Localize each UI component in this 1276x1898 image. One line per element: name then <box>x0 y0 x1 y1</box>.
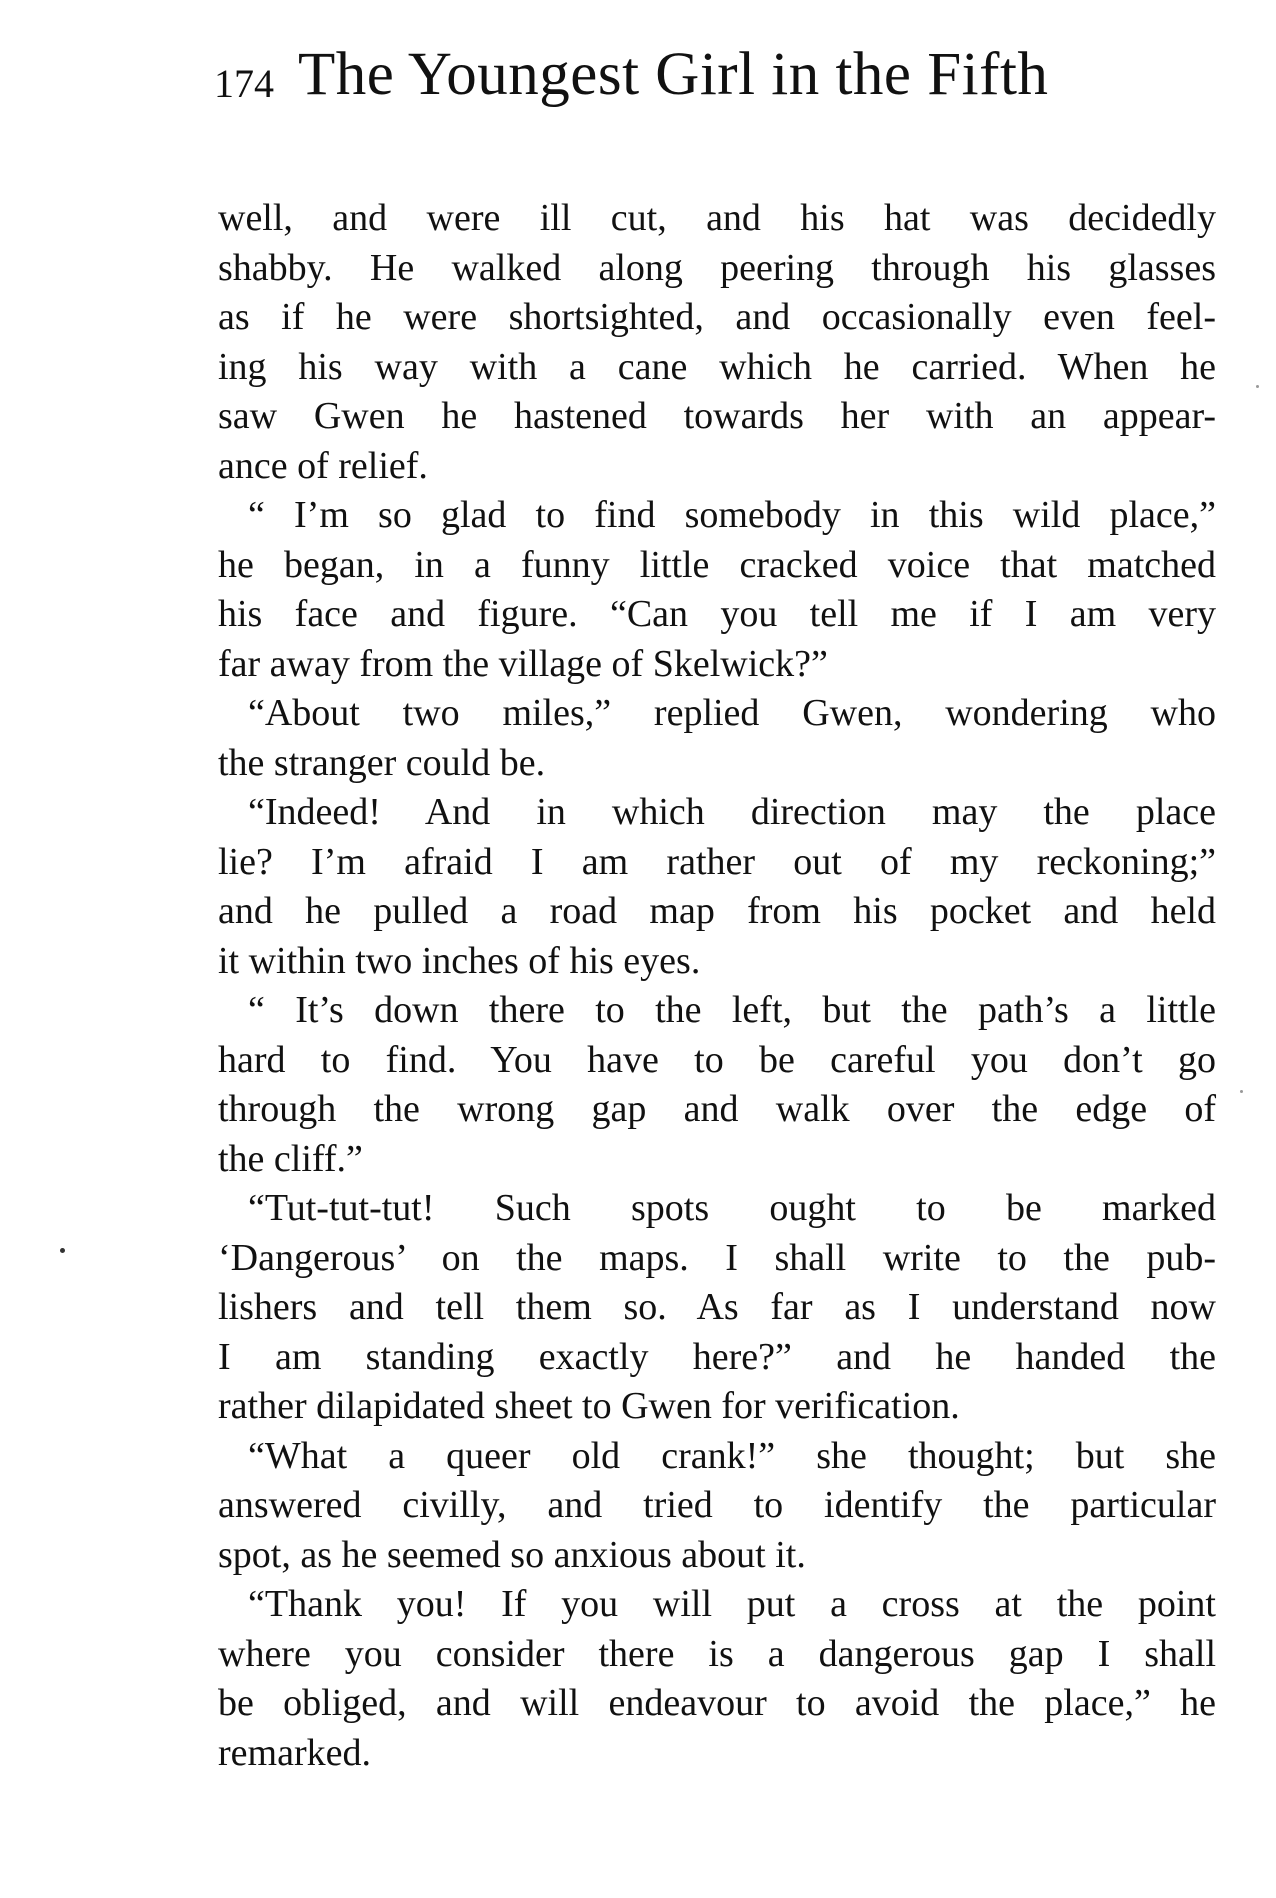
text-line: saw Gwen he hastened towards her with an appear- <box>218 395 1216 437</box>
text-line: lie? I’m afraid I am rather out of my reckoning;” <box>218 840 1216 883</box>
text-line: as if he were shortsighted, and occasionally even feel- <box>218 296 1216 338</box>
text-line: “ It’s down there to the left, but the path’s a little <box>248 989 1216 1031</box>
text-line: it within two inches of his eyes. <box>218 939 701 982</box>
text-line: “Indeed! And in which direction may the place <box>248 791 1216 833</box>
text-line: through the wrong gap and walk over the edge of <box>218 1088 1216 1130</box>
text-line: “Tut-tut-tut! Such spots ought to be marked <box>248 1187 1216 1229</box>
text-line: I am standing exactly here?” and he handed the <box>218 1335 1216 1378</box>
text-line: “ I’m so glad to find somebody in this wild place,” <box>248 494 1216 536</box>
text-line: shabby. He walked along peering through his glasses <box>218 246 1216 289</box>
paragraph <box>218 491 1216 689</box>
text-line: “About two miles,” replied Gwen, wondering who <box>248 692 1216 734</box>
text-line: far away from the village of Skelwick?” <box>218 642 828 685</box>
text-line: “Thank you! If you will put a cross at the point <box>248 1583 1216 1625</box>
text-line: and he pulled a road map from his pocket and held <box>218 890 1216 932</box>
paragraph <box>218 1184 1216 1432</box>
paragraph <box>218 194 1216 491</box>
text-line: spot, as he seemed so anxious about it. <box>218 1533 806 1576</box>
text-line: remarked. <box>218 1731 371 1774</box>
text-line: rather dilapidated sheet to Gwen for verification. <box>218 1385 960 1427</box>
paragraph <box>218 1432 1216 1581</box>
scan-speck <box>60 1248 65 1253</box>
text-line: the cliff.” <box>218 1137 363 1180</box>
paragraph <box>218 788 1216 986</box>
scan-speck <box>1256 385 1259 388</box>
page-number: 174 <box>214 61 274 106</box>
paragraph <box>218 986 1216 1184</box>
running-title: The Youngest Girl in the Fifth <box>298 41 1049 108</box>
running-head <box>214 40 1216 122</box>
text-line: be obliged, and will endeavour to avoid the place,” he <box>218 1682 1216 1724</box>
book-page <box>214 40 1216 1778</box>
text-line: ‘Dangerous’ on the maps. I shall write to the pub- <box>218 1236 1216 1279</box>
paragraph <box>218 689 1216 788</box>
text-line: where you consider there is a dangerous gap I shall <box>218 1632 1216 1675</box>
scan-speck <box>1240 1090 1243 1093</box>
text-line: well, and were ill cut, and his hat was decidedly <box>218 197 1216 239</box>
text-line: ing his way with a cane which he carried. When he <box>218 345 1216 388</box>
text-line: his face and figure. “Can you tell me if I am very <box>218 593 1216 635</box>
text-line: lishers and tell them so. As far as I understand now <box>218 1286 1216 1328</box>
text-line: hard to find. You have to be careful you don’t go <box>218 1038 1216 1081</box>
text-line: “What a queer old crank!” she thought; but she <box>248 1434 1216 1477</box>
text-line: the stranger could be. <box>218 741 546 784</box>
text-line: ance of relief. <box>218 444 428 487</box>
text-line: answered civilly, and tried to identify the particular <box>218 1484 1216 1526</box>
body-text <box>218 194 1216 1778</box>
text-line: he began, in a funny little cracked voice that matched <box>218 543 1216 586</box>
paragraph <box>218 1580 1216 1778</box>
